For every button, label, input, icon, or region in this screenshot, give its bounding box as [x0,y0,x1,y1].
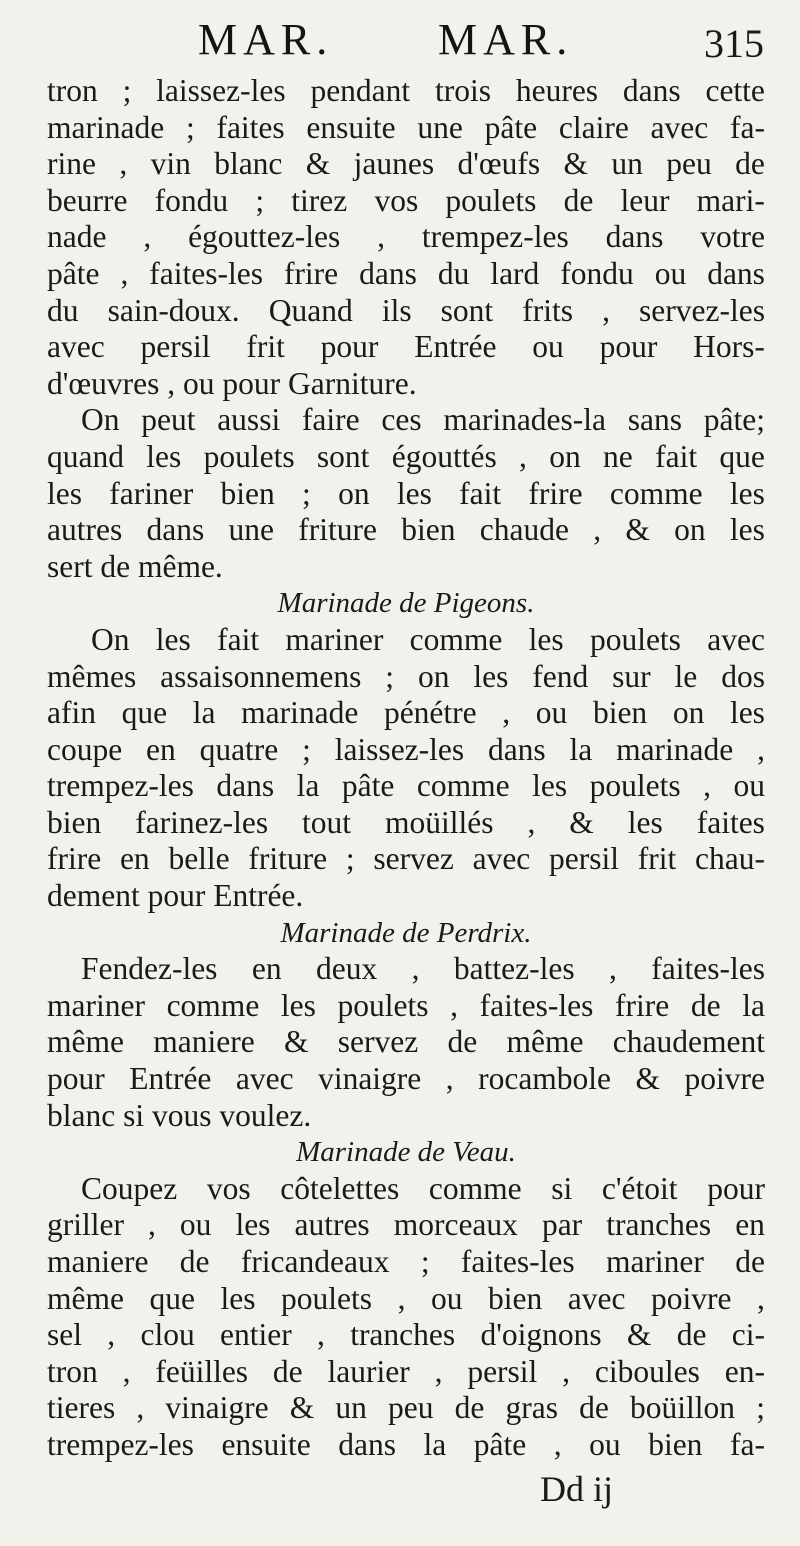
text-line: blanc si vous voulez. [47,1097,312,1133]
running-head-right: MAR. [438,15,574,64]
text-line: trempez-les dans la pâte comme les poulets , ou [47,768,765,804]
text-line: On peut aussi faire ces marinades-la sans pâte; [81,402,765,438]
text-line: d'œuvres , ou pour Garniture. [47,365,417,401]
text-line: frire en belle friture ; servez avec persil frit chau- [47,841,765,877]
section-heading: Marinade de Veau. [296,1136,516,1169]
paragraph [47,73,765,402]
section-heading: Marinade de Pigeons. [277,587,535,620]
paragraph [47,402,765,585]
paragraph [47,622,765,915]
text-line: tron , feüilles de laurier , persil , ciboules en- [47,1353,765,1389]
page-header [0,12,800,68]
text-line: rine , vin blanc & jaunes d'œufs & un peu de [47,146,765,182]
text-line: quand les poulets sont égouttés , on ne fait que [47,438,765,474]
text-line: sert de même. [47,548,223,584]
text-line: sel , clou entier , tranches d'oignons & de ci- [47,1317,765,1353]
text-line: dement pour Entrée. [47,878,304,914]
text-line: griller , ou les autres morceaux par tranches en [47,1207,765,1243]
text-line: maniere de fricandeaux ; faites-les mariner de [47,1244,765,1279]
text-line: nade , égouttez-les , trempez-les dans votre [47,219,765,255]
section-heading: Marinade de Perdrix. [280,916,532,949]
running-head-left: MAR. [198,15,334,64]
text-line: même maniere & servez de même chaudement [47,1024,765,1060]
text-line: afin que la marinade pénétre , ou bien on les [47,695,765,731]
text-line: les fariner bien ; on les fait frire comme les [47,475,765,511]
text-line: tieres , vinaigre & un peu de gras de boüillon ; [47,1390,765,1426]
signature-catchword: Dd ij [540,1469,614,1509]
text-line: bien farinez-les tout moüillés , & les faites [47,804,765,840]
page-number: 315 [704,21,764,66]
text-line: Fendez-les en deux , battez-les , faites-les [81,951,765,987]
text-line: On les fait mariner comme les poulets avec [91,621,765,657]
page-body-text [47,73,765,1464]
text-line: beurre fondu ; tirez vos poulets de leur mari- [47,182,765,218]
text-line: avec persil frit pour Entrée ou pour Hors- [47,329,765,365]
text-line: mêmes assaisonnemens ; on les fend sur le dos [47,658,765,694]
paragraph [47,951,765,1134]
text-line: tron ; laissez-les pendant trois heures dans cette [47,73,765,108]
text-line: Coupez vos côtelettes comme si c'étoit pour [81,1170,765,1206]
text-line: mariner comme les poulets , faites-les frire de la [47,987,765,1023]
text-line: marinade ; faites ensuite une pâte claire avec fa- [47,109,765,145]
paragraph [47,1171,765,1464]
text-line: même que les poulets , ou bien avec poivre , [47,1280,765,1316]
text-line: autres dans une friture bien chaude , & on les [47,512,765,548]
text-line: pâte , faites-les frire dans du lard fondu ou dans [47,255,765,291]
text-line: coupe en quatre ; laissez-les dans la marinade , [47,731,765,767]
text-line: du sain-doux. Quand ils sont frits , servez-les [47,292,765,328]
text-line: pour Entrée avec vinaigre , rocambole & poivre [47,1061,765,1097]
text-line: trempez-les ensuite dans la pâte , ou bien fa- [47,1426,765,1462]
